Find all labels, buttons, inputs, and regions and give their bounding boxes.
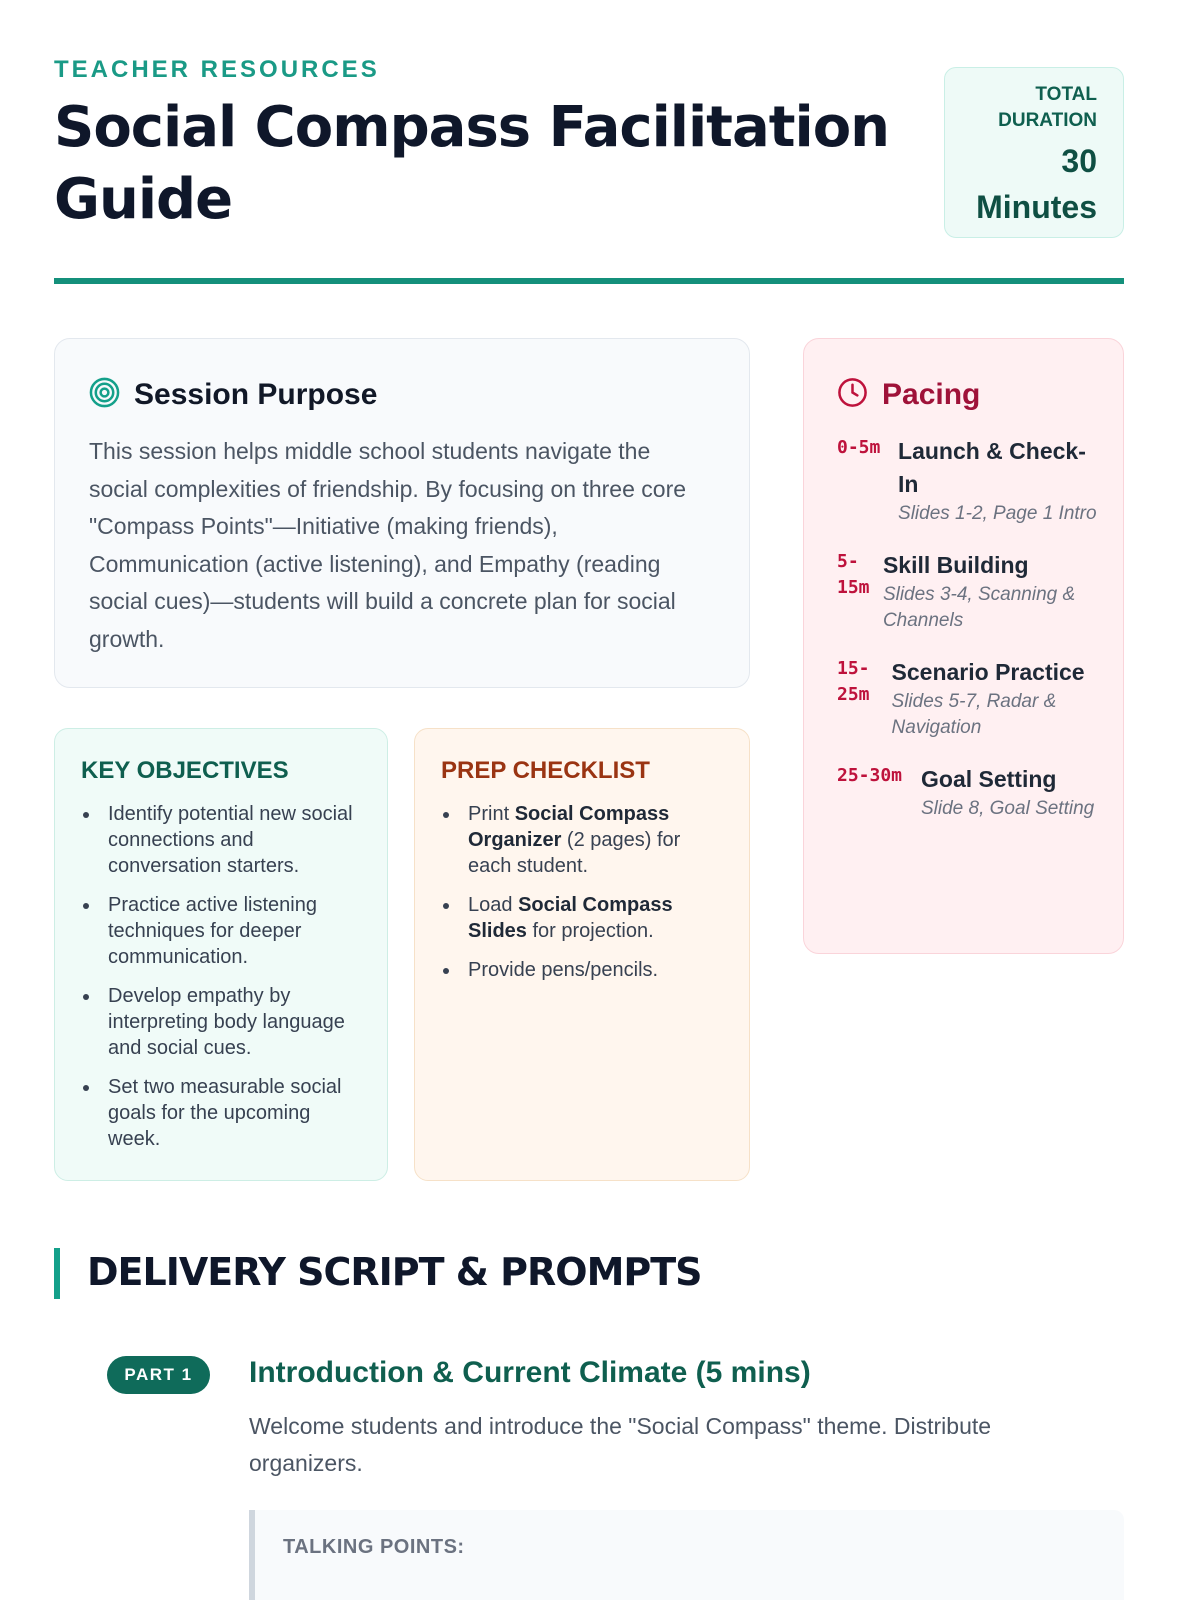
prep-checklist-card [414, 728, 750, 1181]
pacing-time: 0-5m [837, 437, 881, 458]
list-item: Provide pens/pencils. [441, 957, 727, 983]
pacing-item [837, 763, 1123, 822]
session-purpose-heading: Session Purpose [134, 378, 378, 411]
pacing-detail: Slides 1-2, Page 1 Intro [898, 503, 1097, 524]
section-accent-bar [54, 1248, 60, 1299]
clock-icon [837, 377, 868, 413]
pacing-title: Launch & Check-In [898, 438, 1086, 497]
part-title: Introduction & Current Climate (5 mins) [249, 1356, 811, 1389]
pacing-card [803, 338, 1124, 954]
pacing-detail: Slide 8, Goal Setting [921, 798, 1095, 819]
pacing-detail: Slides 3-4, Scanning & Channels [882, 584, 1076, 631]
duration-label: TOTAL DURATION [998, 84, 1097, 131]
list-item: Develop empathy by interpreting body language and social cues. [81, 983, 365, 1061]
pacing-detail: Slides 5-7, Radar & Navigation [891, 691, 1057, 738]
pacing-title: Skill Building [882, 552, 1029, 578]
page-title: Social Compass Facilitation Guide [54, 95, 890, 232]
pacing-item [837, 435, 1123, 527]
part-badge: PART 1 [107, 1356, 210, 1394]
list-item: Set two measurable social goals for the upcoming week. [81, 1074, 365, 1152]
session-purpose-body: This session helps middle school students navigate the social complexities of friendship. By focusing on three core "Compass Points"—Initiative (making friends), Communication (active listening), and Empathy (reading social cues)—students will build a concrete plan for social growth. [89, 438, 687, 652]
session-purpose-card [54, 338, 750, 688]
eyebrow-label: TEACHER RESOURCES [54, 56, 380, 83]
list-item: Load Social Compass Slides for projection. [441, 892, 727, 944]
section-heading: DELIVERY SCRIPT & PROMPTS [87, 1250, 702, 1294]
list-item: Identify potential new social connections and conversation starters. [81, 801, 365, 879]
key-objectives-card [54, 728, 388, 1181]
pacing-title: Scenario Practice [891, 659, 1085, 685]
pacing-time: 5-15m [837, 551, 870, 598]
pacing-item [837, 549, 1123, 634]
talking-points-label: TALKING POINTS: [283, 1536, 465, 1558]
header-divider [54, 278, 1124, 284]
list-item: Practice active listening techniques for deeper communication. [81, 892, 365, 970]
key-objectives-list [81, 801, 365, 1152]
duration-value: 30 Minutes [976, 143, 1097, 225]
prep-checklist-heading: PREP CHECKLIST [441, 757, 650, 784]
part-description: Welcome students and introduce the "Social Compass" theme. Distribute organizers. [249, 1413, 992, 1476]
target-icon [89, 377, 120, 413]
pacing-time: 25-30m [837, 765, 903, 786]
key-objectives-heading: KEY OBJECTIVES [81, 757, 289, 784]
duration-badge [944, 67, 1124, 238]
pacing-heading: Pacing [882, 378, 981, 411]
pacing-title: Goal Setting [921, 766, 1057, 792]
pacing-time: 15-25m [837, 658, 870, 705]
list-item: Print Social Compass Organizer (2 pages) for each student. [441, 801, 727, 879]
talking-points-box [249, 1510, 1124, 1600]
pacing-item [837, 656, 1123, 741]
prep-checklist-list [441, 801, 727, 983]
